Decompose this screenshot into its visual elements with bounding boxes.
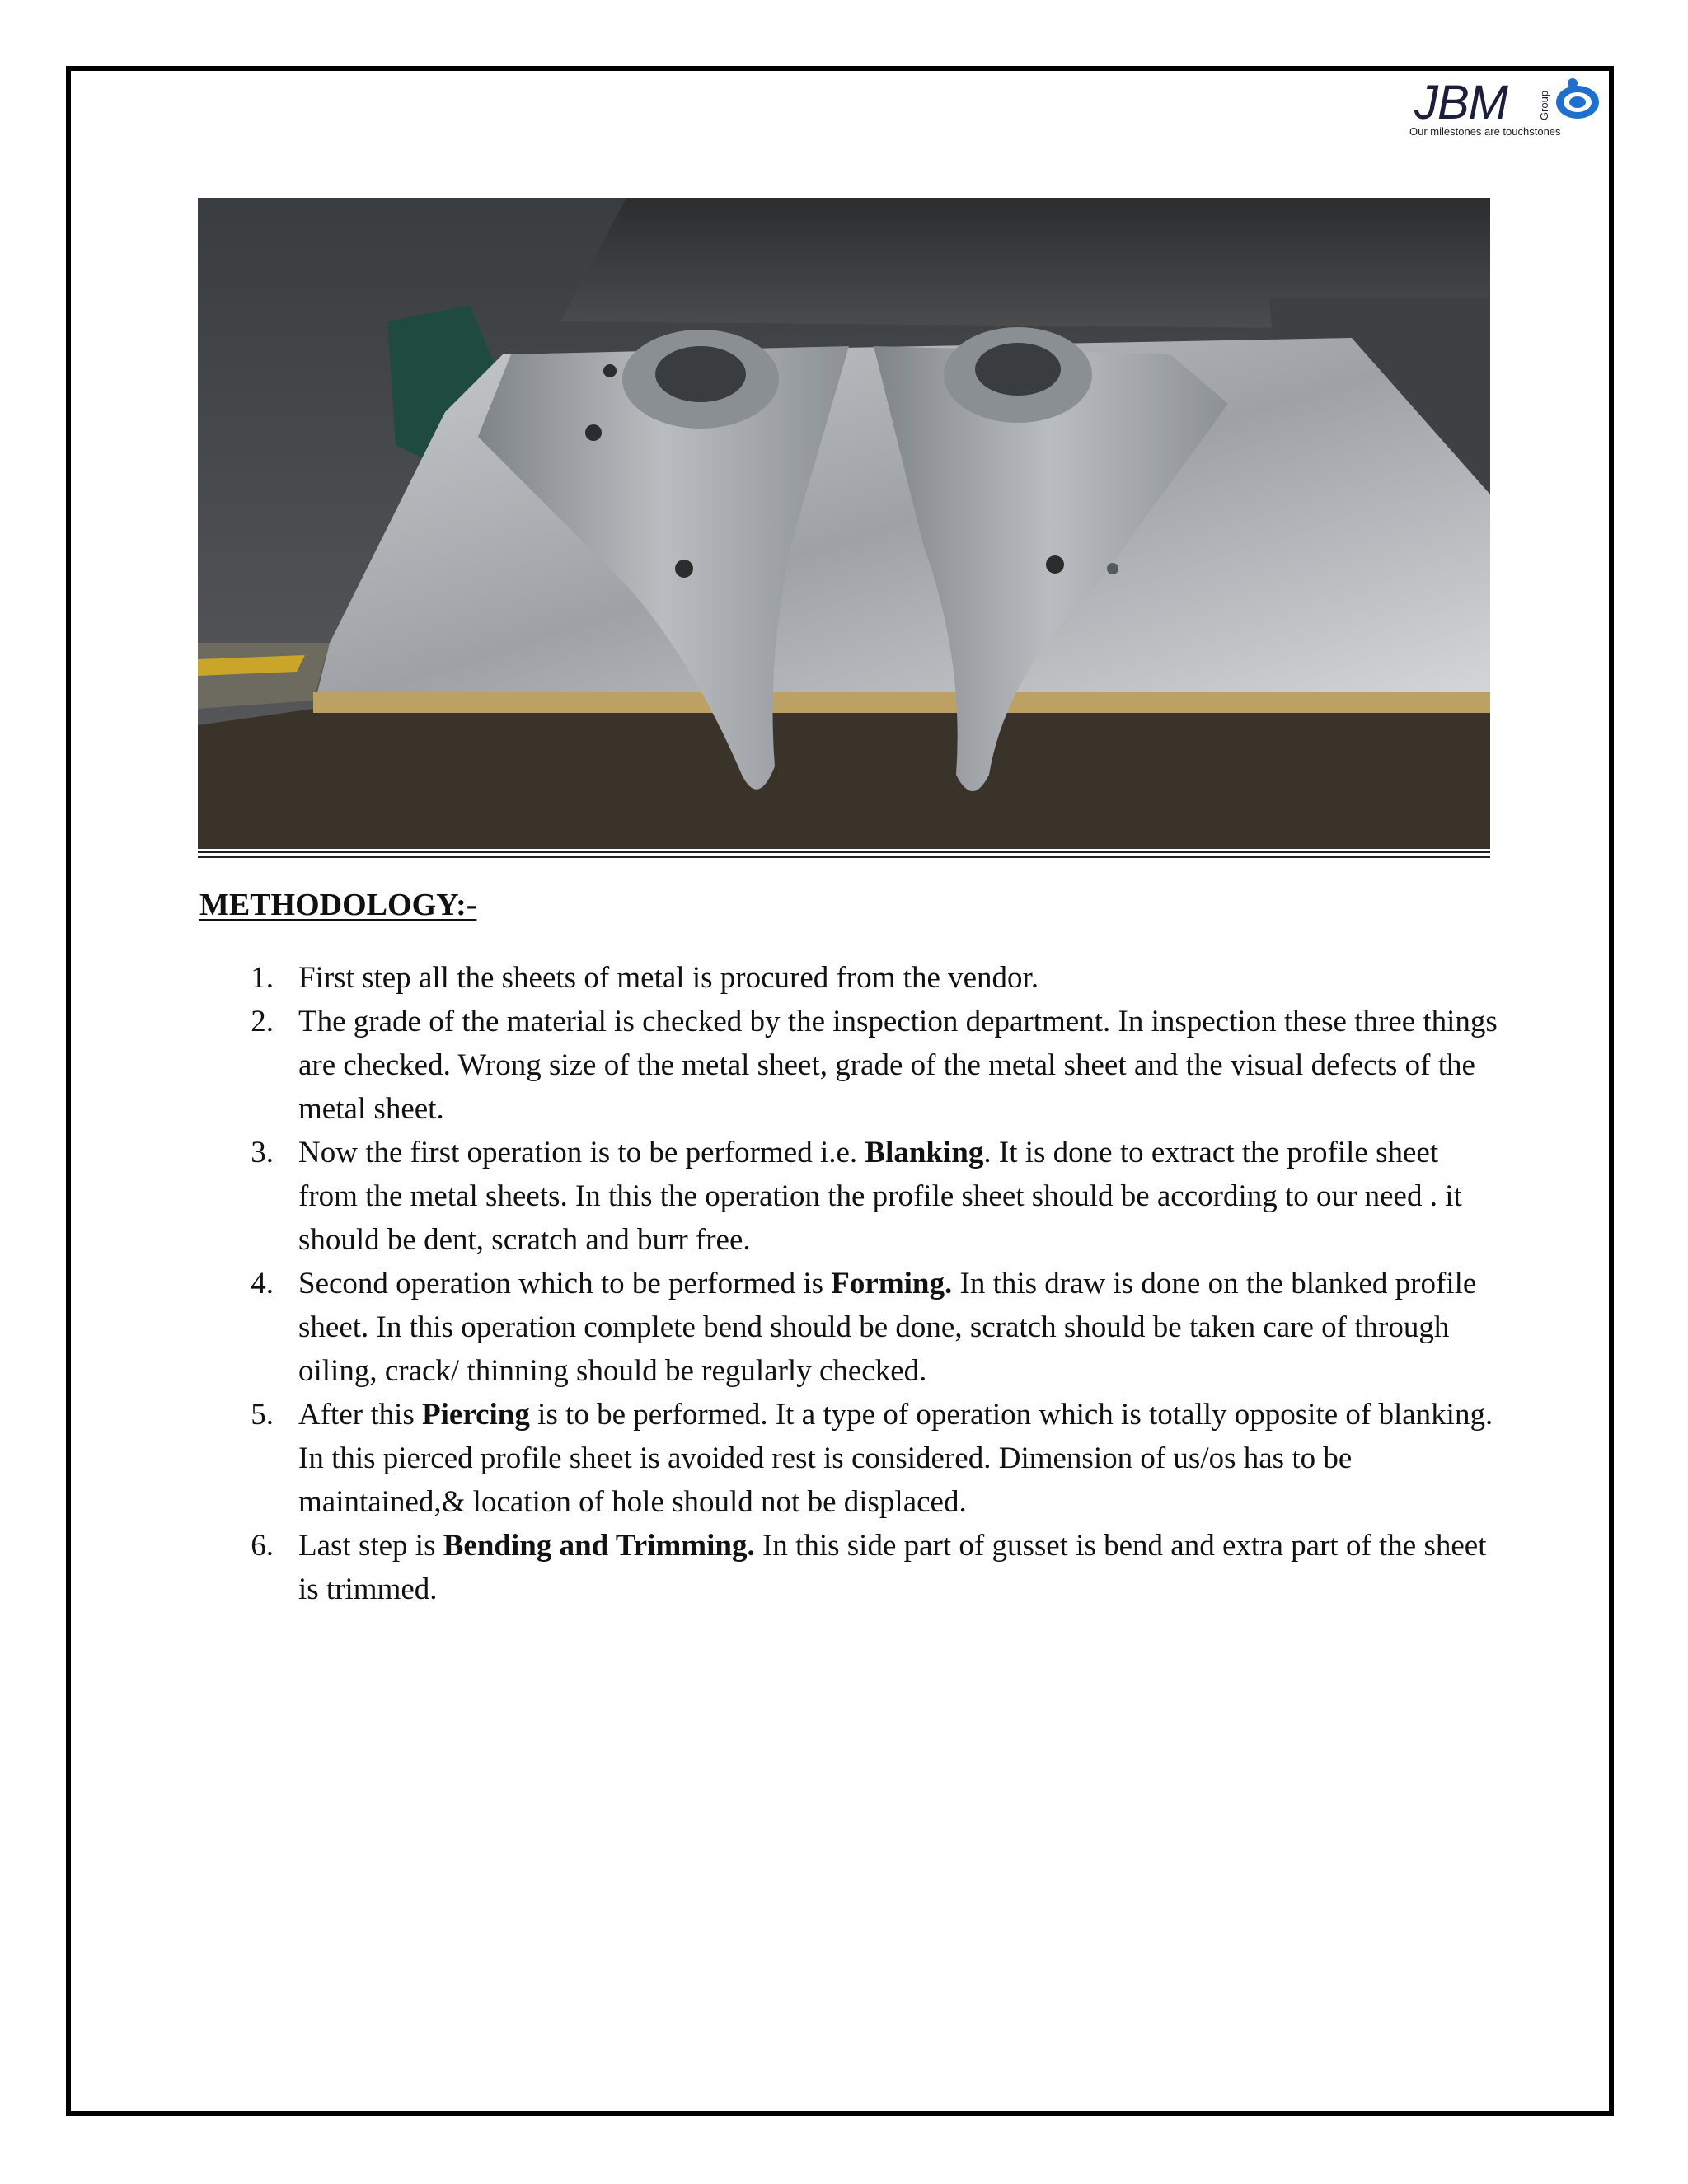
step-number: 5. bbox=[251, 1398, 274, 1432]
methodology-heading: METHODOLOGY:- bbox=[199, 888, 477, 922]
step-keyword: Bending and Trimming. bbox=[443, 1529, 755, 1563]
step-text: First step all the sheets of metal is procured from the vendor. bbox=[298, 961, 1039, 995]
step-text-rest: In this draw is done on the blanked profile sheet. In this operation complete bend should be done, scratch should be taken care of through oiling, crack/ thinning should be regularly checked. bbox=[298, 1267, 1477, 1388]
methodology-steps bbox=[198, 956, 1500, 1611]
step-keyword: Forming. bbox=[831, 1267, 953, 1301]
logo-group-label: Group bbox=[1538, 90, 1550, 120]
step-item bbox=[198, 1000, 1500, 1131]
step-text: Last step is bbox=[298, 1529, 443, 1563]
step-keyword: Piercing bbox=[422, 1398, 530, 1432]
step-number: 2. bbox=[251, 1005, 274, 1038]
step-keyword: Blanking bbox=[865, 1136, 984, 1169]
step-item bbox=[198, 956, 1500, 1000]
logo-tagline: Our milestones are touchstones bbox=[1409, 125, 1561, 138]
step-text: Second operation which to be performed is bbox=[298, 1267, 832, 1301]
logo-swirl-icon bbox=[1553, 76, 1602, 122]
step-item bbox=[198, 1131, 1500, 1262]
gusset-parts-photo bbox=[198, 198, 1490, 849]
step-item bbox=[198, 1524, 1500, 1611]
photo-rule-top bbox=[198, 851, 1490, 853]
step-item bbox=[198, 1393, 1500, 1524]
step-number: 4. bbox=[251, 1267, 274, 1301]
step-text-rest: In this side part of gusset is bend and extra part of the sheet is trimmed. bbox=[298, 1529, 1487, 1606]
step-text: The grade of the material is checked by the inspection department. In inspection these three things are checked. Wrong size of the metal sheet, grade of the metal sheet and the visual defects of the metal sheet. bbox=[298, 1005, 1498, 1126]
photo-rule-bottom bbox=[198, 856, 1490, 858]
step-text: After this bbox=[298, 1398, 423, 1432]
step-number: 1. bbox=[251, 961, 274, 995]
logo-name: JBM bbox=[1414, 76, 1507, 129]
step-text-rest: is to be performed. It a type of operation which is totally opposite of blanking. In this pierced profile sheet is avoided rest is considered. Dimension of us/os has to be maintained,& location of hole should not be displaced. bbox=[298, 1398, 1493, 1519]
step-text-rest: . It is done to extract the profile sheet from the metal sheets. In this the operation the profile sheet should be according to our need . it should be dent, scratch and burr free. bbox=[298, 1136, 1462, 1257]
step-number: 3. bbox=[251, 1136, 274, 1169]
company-logo bbox=[1401, 76, 1607, 142]
step-text: Now the first operation is to be performed i.e. bbox=[298, 1136, 865, 1169]
step-item bbox=[198, 1262, 1500, 1393]
step-number: 6. bbox=[251, 1529, 274, 1563]
